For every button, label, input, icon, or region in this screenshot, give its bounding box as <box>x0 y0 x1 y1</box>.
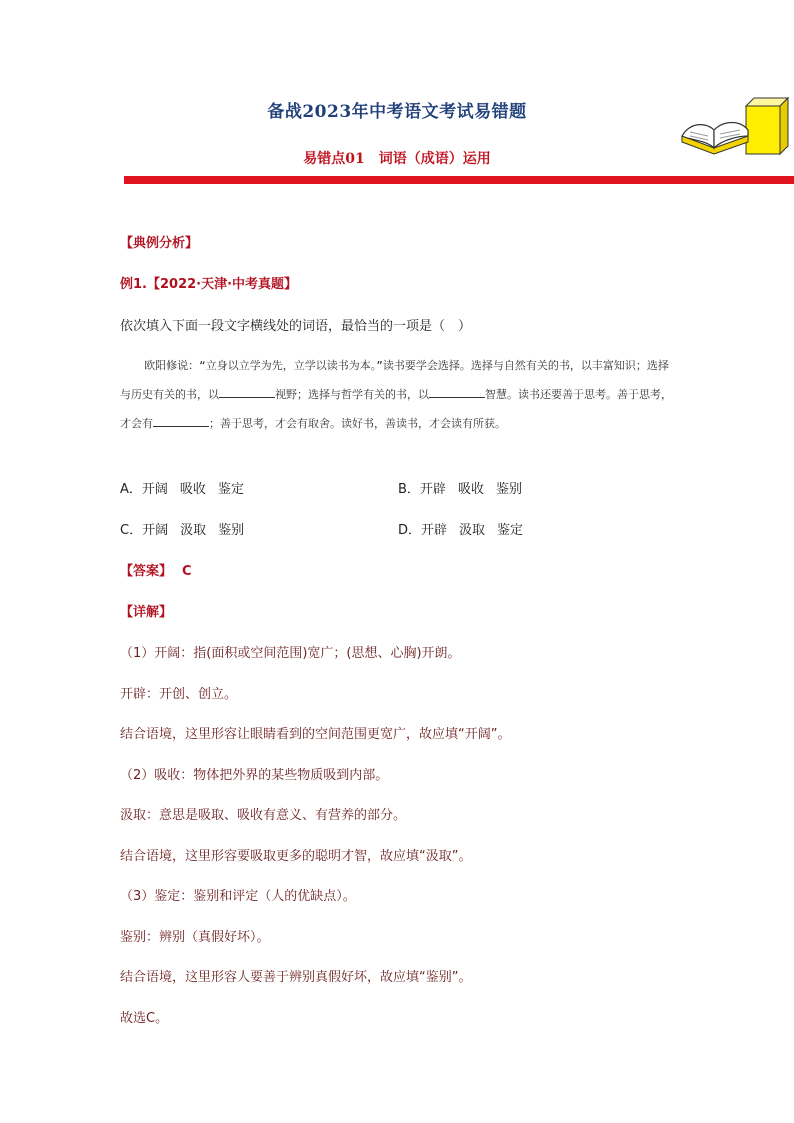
section-label: 【典例分析】 <box>120 236 199 251</box>
answer-line <box>120 560 192 579</box>
explanation-line: 故选C。 <box>120 1011 169 1026</box>
option-word: 汲取 <box>180 523 207 538</box>
document-title: 备战2023年中考语文考试易错题 <box>267 102 527 122</box>
option-word: 鉴别 <box>218 523 245 538</box>
option-word: 吸收 <box>457 482 484 497</box>
explanation-line: 结合语境，这里形容人要善于辨别真假好坏，故应填“鉴别”。 <box>120 970 472 985</box>
explanation-line: 结合语境，这里形容要吸取更多的聪明才智，故应填“汲取”。 <box>120 849 472 864</box>
option-word: 汲取 <box>459 523 486 538</box>
option-letter: C． <box>120 523 143 538</box>
passage-text: 智慧。读书还要善于思考。善于思考，才会有 <box>120 388 672 430</box>
option-word: 开辟 <box>421 523 448 538</box>
blank-1 <box>219 386 275 398</box>
blank-3 <box>153 415 209 427</box>
option-d <box>398 519 523 538</box>
option-letter: A． <box>120 482 142 497</box>
answer-label: 【答案】 <box>120 564 173 579</box>
option-c <box>120 519 244 538</box>
explanation-line: 结合语境，这里形容让眼睛看到的空间范围更宽广，故应填“开阔”。 <box>120 727 511 742</box>
explanation-line: 开辟：开创、创立。 <box>120 687 238 702</box>
blank-2 <box>429 386 485 398</box>
option-word: 开辟 <box>419 482 446 497</box>
header-divider <box>124 176 794 184</box>
explanation-line: 鉴别：辨别（真假好坏）。 <box>120 930 270 945</box>
passage-text: ；善于思考，才会有取舍。读好书，善读书，才会读有所获。 <box>209 417 506 430</box>
option-a <box>120 478 244 497</box>
option-word: 吸收 <box>179 482 206 497</box>
explanation-line: （1）开阔：指(面积或空间范围)宽广；(思想、心胸)开朗。 <box>120 646 461 661</box>
option-letter: B． <box>398 482 420 497</box>
detail-label: 【详解】 <box>120 605 173 620</box>
passage-paragraph <box>120 351 676 438</box>
option-word: 鉴别 <box>495 482 522 497</box>
passage-text: 视野；选择与哲学有关的书，以 <box>275 388 429 401</box>
question-text: 依次填入下面一段文字横线处的词语，最恰当的一项是（ ） <box>120 319 472 334</box>
option-letter: D． <box>398 523 422 538</box>
answer-value: C <box>182 564 192 579</box>
example-label: 例1.【2022·天津·中考真题】 <box>120 277 298 292</box>
passage-text: 欧阳修说：“立身以立学为先，立学以读书为本。”读书要学会选择。选择与自然有关的书，以丰富知识；选择与历史有关的书，以 <box>120 359 669 401</box>
document-subtitle: 易错点01 词语（成语）运用 <box>303 151 491 167</box>
explanation-line: （3）鉴定：鉴别和评定（人的优缺点）。 <box>120 889 356 904</box>
option-b <box>398 478 522 497</box>
option-word: 开阔 <box>141 482 168 497</box>
explanation-line: （2）吸收：物体把外界的某些物质吸到内部。 <box>120 768 389 783</box>
option-word: 鉴定 <box>217 482 244 497</box>
option-word: 开阔 <box>142 523 169 538</box>
explanation-line: 汲取：意思是吸取、吸收有意义、有营养的部分。 <box>120 808 407 823</box>
option-word: 鉴定 <box>497 523 524 538</box>
